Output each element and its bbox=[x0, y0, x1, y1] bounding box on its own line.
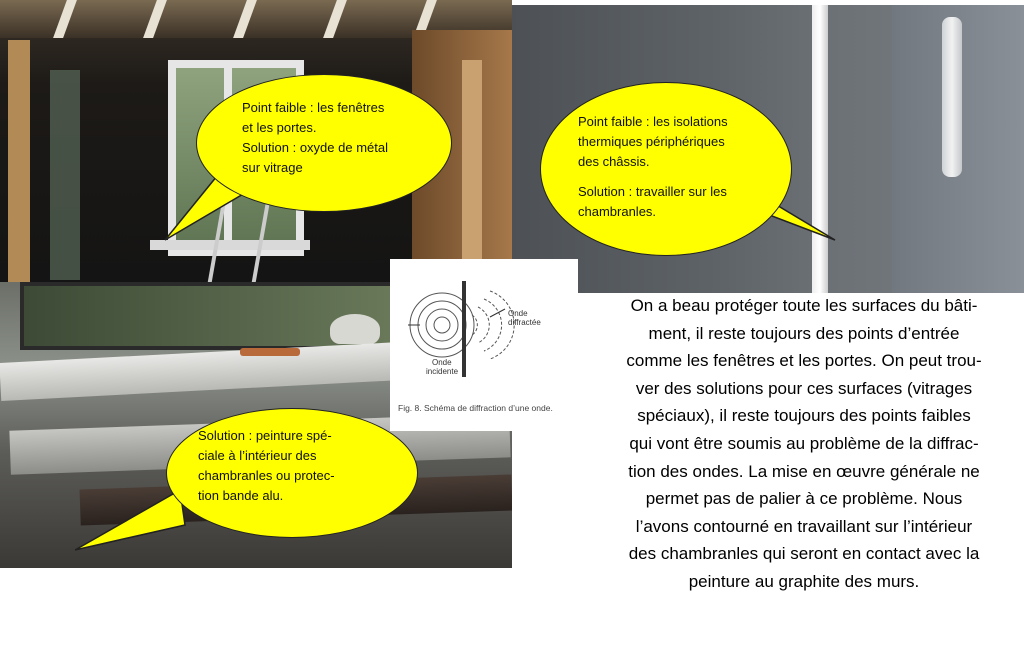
bubble-line: thermiques périphériques bbox=[578, 134, 725, 149]
window-handle bbox=[942, 17, 962, 177]
paragraph-line: On a beau protéger toute les surfaces du bâti- bbox=[630, 296, 978, 315]
paragraph-line: qui vont être soumis au problème de la diffrac- bbox=[629, 433, 979, 453]
paragraph-line: ver des solutions pour ces surfaces (vitrages bbox=[635, 378, 973, 398]
wood-plank bbox=[462, 60, 482, 282]
paragraph-line: permet pas de palier à ce problème. Nous bbox=[645, 489, 963, 509]
bubble-line: chambranles. bbox=[578, 204, 657, 219]
paragraph-line: spéciaux), il reste toujours des points faibles bbox=[637, 406, 971, 426]
bubble-line: ciale à l’intérieur des bbox=[198, 448, 317, 463]
paint-brush bbox=[240, 348, 300, 356]
wood-post bbox=[8, 40, 30, 282]
bubble-line: chambranles ou protec- bbox=[198, 468, 335, 483]
label-diffracted-2: diffractée bbox=[508, 318, 541, 327]
bubble-line: Solution : travailler sur les bbox=[578, 184, 727, 199]
diffraction-figure bbox=[390, 259, 578, 431]
wall-panel bbox=[50, 70, 80, 280]
bubble-line: des châssis. bbox=[578, 154, 650, 169]
figure-caption: Fig. 8. Schéma de diffraction d’une onde. bbox=[398, 403, 553, 413]
diffracted-wave bbox=[478, 307, 489, 343]
label-incident-2: incidente bbox=[426, 367, 459, 376]
label-diffracted-1: Onde bbox=[508, 309, 528, 318]
diffracted-wave bbox=[484, 299, 502, 351]
paragraph-line: ment, il reste toujours des points d’entrée bbox=[648, 323, 960, 343]
bubble-windows-text bbox=[242, 98, 442, 178]
label-incident-1: Onde bbox=[432, 358, 452, 367]
stool bbox=[330, 314, 380, 344]
wave-circle bbox=[426, 309, 458, 341]
wave-circle bbox=[434, 317, 450, 333]
body-paragraph bbox=[598, 292, 1010, 596]
bubble-line: tion bande alu. bbox=[198, 488, 284, 503]
bubble-line: Point faible : les fenêtres bbox=[242, 100, 385, 115]
board bbox=[0, 341, 421, 401]
wave-circle bbox=[418, 301, 466, 349]
paragraph-line: des chambranles qui seront en contact avec la bbox=[628, 544, 980, 564]
bubble-paint-text bbox=[198, 426, 398, 506]
paragraph-line: tion des ondes. La mise en œuvre générale ne bbox=[628, 461, 980, 481]
bubble-line: Solution : peinture spé- bbox=[198, 428, 332, 443]
bubble-insulation-text bbox=[578, 112, 778, 222]
bubble-line: sur vitrage bbox=[242, 160, 303, 175]
paragraph-line: comme les fenêtres et les portes. On peut trou- bbox=[626, 351, 982, 371]
bubble-line: et les portes. bbox=[242, 120, 317, 135]
bubble-line: Solution : oxyde de métal bbox=[242, 140, 388, 155]
bubble-line: Point faible : les isolations bbox=[578, 114, 728, 129]
paragraph-line: l’avons contourné en travaillant sur l’intérieur bbox=[635, 516, 973, 536]
paragraph-line: peinture au graphite des murs. bbox=[688, 571, 920, 591]
